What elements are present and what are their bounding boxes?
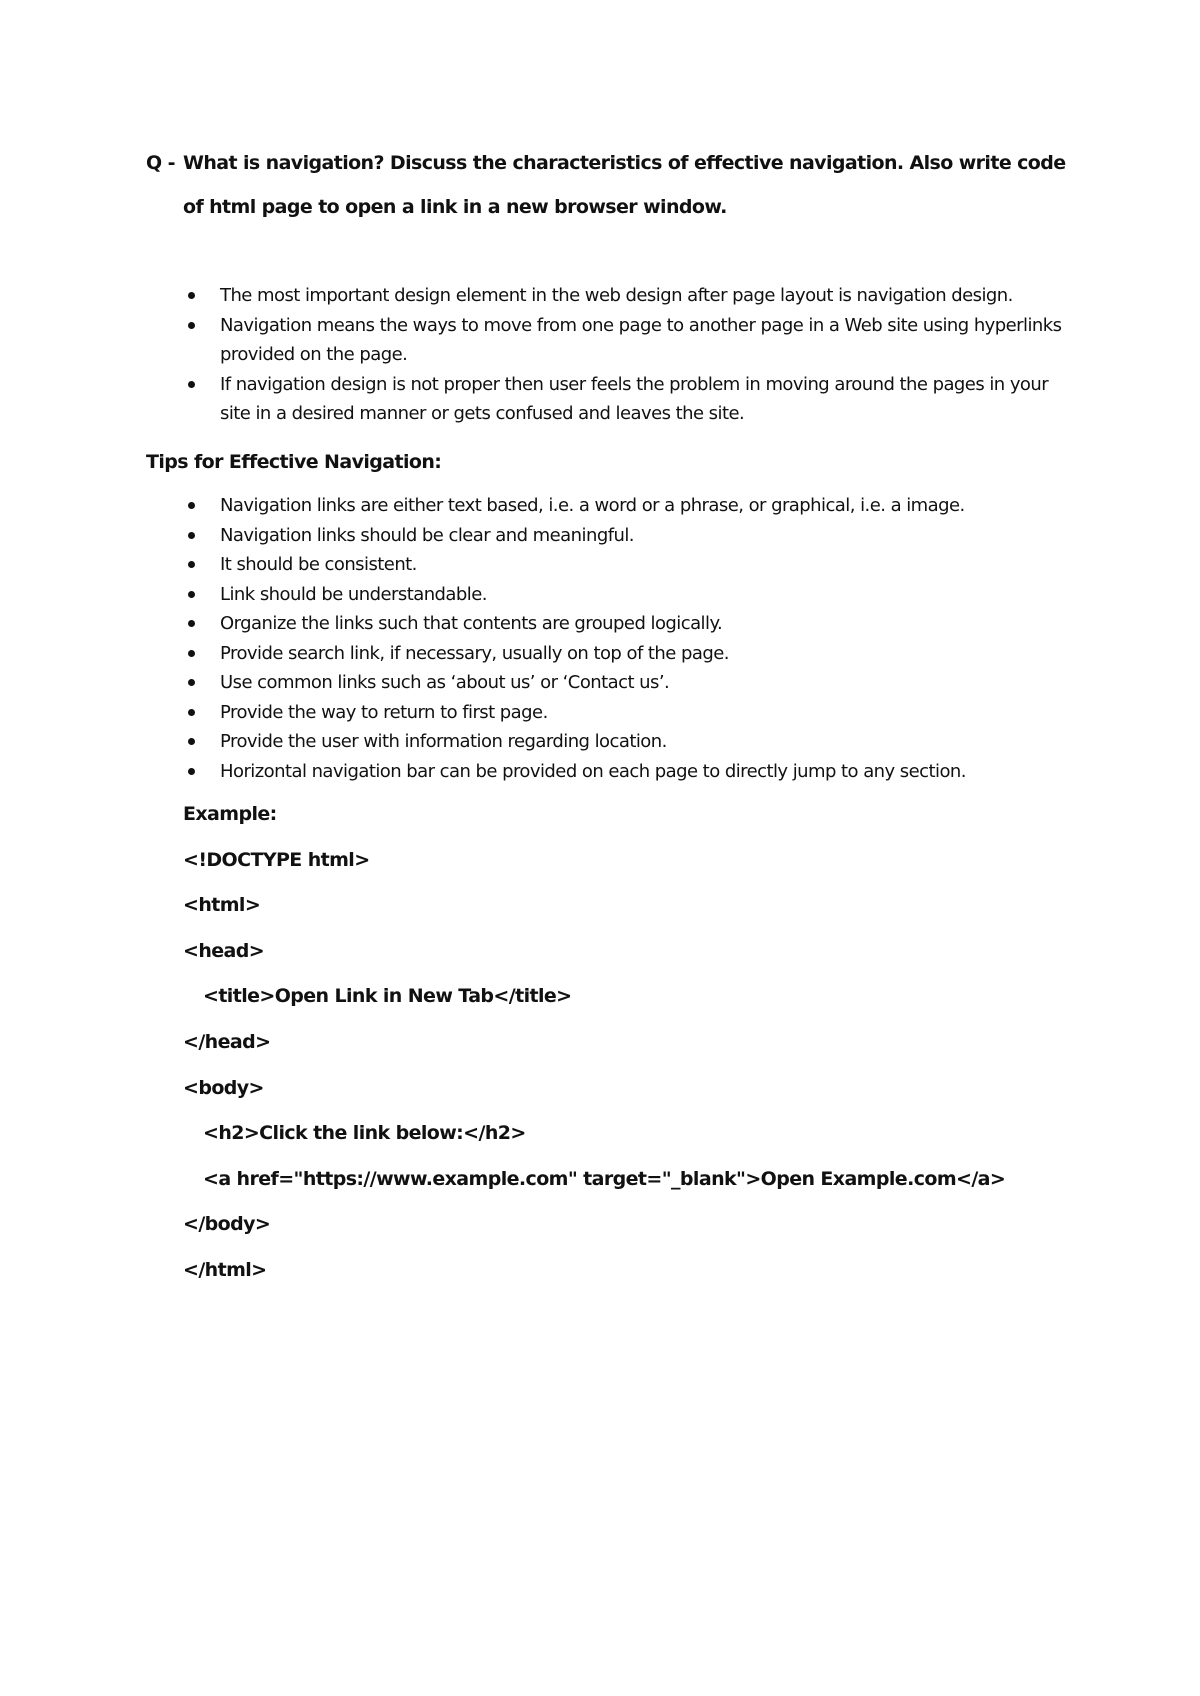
question-prefix: Q - <box>146 152 175 174</box>
list-item: Navigation links should be clear and meaningful. <box>188 521 1068 551</box>
list-item: Horizontal navigation bar can be provided on each page to directly jump to any section. <box>188 757 1068 787</box>
code-line: <!DOCTYPE html> <box>183 848 370 871</box>
list-item: Organize the links such that contents are grouped logically. <box>188 609 1068 639</box>
list-item: It should be consistent. <box>188 550 1068 580</box>
bullet-icon <box>188 381 195 388</box>
list-item: Link should be understandable. <box>188 580 1068 610</box>
list-item: Use common links such as ‘about us’ or ‘Contact us’. <box>188 668 1068 698</box>
question <box>146 148 1086 222</box>
code-line: </html> <box>183 1258 267 1281</box>
example-heading: Example: <box>183 803 277 825</box>
question-line-2: of html page to open a link in a new browser window. <box>183 196 727 218</box>
bullet-icon <box>188 561 195 568</box>
list-item: Provide the way to return to first page. <box>188 698 1068 728</box>
list-item: Navigation means the ways to move from one page to another page in a Web site using hyperlinks provided on the page. <box>188 311 1068 370</box>
tips-bullet-list <box>188 491 1068 786</box>
code-line: <head> <box>183 939 265 962</box>
list-item: The most important design element in the web design after page layout is navigation design. <box>188 281 1068 311</box>
code-line: <h2>Click the link below:</h2> <box>203 1122 526 1145</box>
bullet-icon <box>188 679 195 686</box>
bullet-icon <box>188 292 195 299</box>
list-item: Navigation links are either text based, i.e. a word or a phrase, or graphical, i.e. a image. <box>188 491 1068 521</box>
code-line: </body> <box>183 1213 271 1236</box>
bullet-icon <box>188 322 195 329</box>
bullet-icon <box>188 738 195 745</box>
bullet-icon <box>188 591 195 598</box>
bullet-icon <box>188 620 195 627</box>
code-line: <body> <box>183 1076 264 1099</box>
example-code-block <box>183 799 1083 1301</box>
code-line: <a href="https://www.example.com" target="_blank">Open Example.com</a> <box>203 1167 1006 1190</box>
intro-bullet-list <box>188 281 1068 429</box>
tips-heading: Tips for Effective Navigation: <box>146 451 442 473</box>
question-line-1: What is navigation? Discuss the characteristics of effective navigation. Also write code <box>183 152 1066 174</box>
list-item: Provide the user with information regarding location. <box>188 727 1068 757</box>
list-item: Provide search link, if necessary, usually on top of the page. <box>188 639 1068 669</box>
bullet-icon <box>188 532 195 539</box>
code-line: <title>Open Link in New Tab</title> <box>203 985 572 1008</box>
bullet-icon <box>188 502 195 509</box>
bullet-icon <box>188 650 195 657</box>
bullet-icon <box>188 709 195 716</box>
code-line: </head> <box>183 1030 271 1053</box>
list-item: If navigation design is not proper then user feels the problem in moving around the pages in your site in a desired manner or gets confused and leaves the site. <box>188 370 1068 429</box>
bullet-icon <box>188 768 195 775</box>
code-line: <html> <box>183 894 261 917</box>
